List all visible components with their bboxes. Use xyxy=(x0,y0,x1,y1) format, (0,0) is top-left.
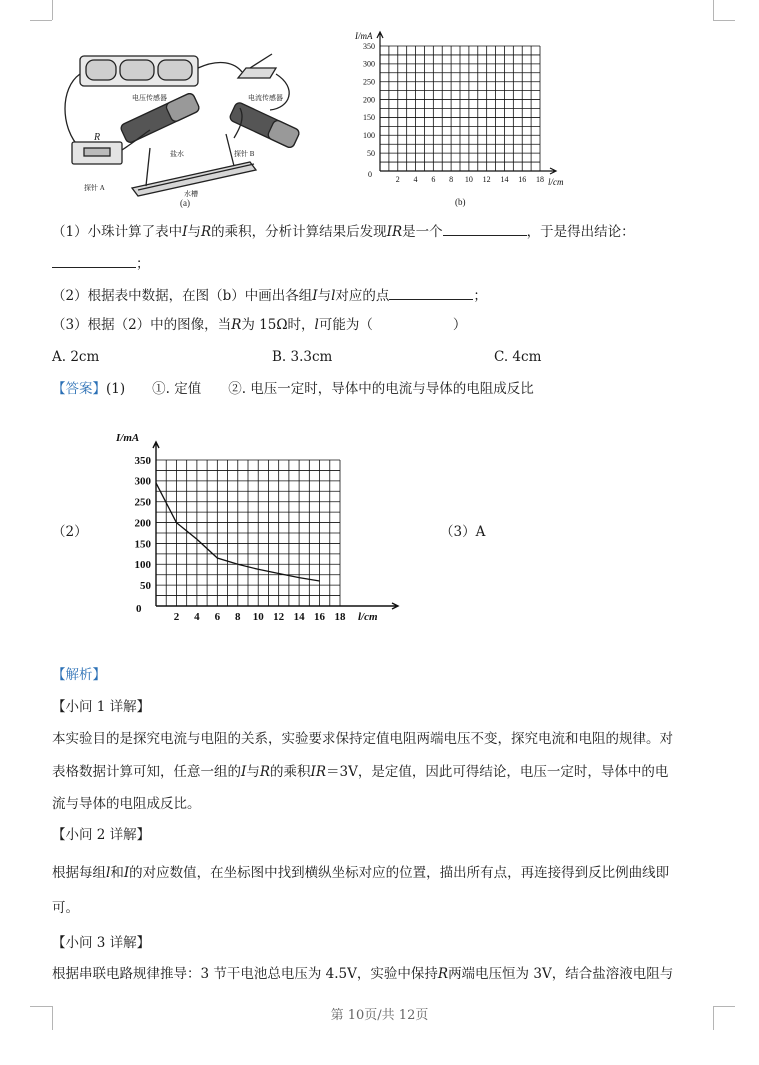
label-current-sensor: 电流传感器 xyxy=(248,94,283,102)
x-tick-label: 8 xyxy=(449,175,454,184)
label-salt-water: 盐水 xyxy=(170,150,184,158)
x-tick-label: 16 xyxy=(314,611,326,623)
x-tick-label: 14 xyxy=(293,611,305,623)
x-tick-label: 14 xyxy=(500,175,509,184)
y-tick-label: 300 xyxy=(134,475,151,488)
crop-mark xyxy=(713,20,735,21)
y-tick-label: 100 xyxy=(134,559,151,572)
x-tick-label: 10 xyxy=(464,175,473,184)
figure-b-caption: (b) xyxy=(455,197,466,207)
analysis-1-line-3: 流与导体的电阻成反比。 xyxy=(52,796,201,812)
analysis-2-line-1: 根据每组l和I的对应数值，在坐标图中找到横纵坐标对应的位置，描出所有点，再连接得到反比例曲线即 xyxy=(52,865,670,881)
question-2: （2）根据表中数据，在图（b）中画出各组I与l对应的点 ； xyxy=(52,285,487,305)
analysis-tag: 【解析】 xyxy=(52,667,106,683)
chart-origin: 0 xyxy=(136,603,142,615)
question-1-line-2: ； xyxy=(52,253,150,273)
answer-blank xyxy=(52,253,136,268)
x-tick-label: 8 xyxy=(235,611,241,623)
x-tick-label: 10 xyxy=(252,611,264,623)
option-b: B. 3.3cm xyxy=(272,349,333,365)
x-tick-label: 12 xyxy=(482,175,491,184)
question-3: （3）根据（2）中的图像，当R为 15Ω时，l可能为（ ） xyxy=(52,317,467,333)
x-tick-label: 12 xyxy=(273,611,285,623)
subquestion-2-heading: 【小问 2 详解】 xyxy=(52,827,151,843)
y-tick-label: 50 xyxy=(367,148,375,158)
crop-mark xyxy=(30,20,52,21)
x-tick-label: 6 xyxy=(431,175,436,184)
crop-mark xyxy=(52,0,53,20)
y-tick-label: 50 xyxy=(140,579,151,592)
label-probe-b: 探针 B xyxy=(234,150,255,158)
analysis-2-line-2: 可。 xyxy=(52,900,79,916)
y-tick-label: 350 xyxy=(363,41,375,51)
y-tick-label: 150 xyxy=(363,113,375,123)
figure-b-ylabel: I/mA xyxy=(355,31,373,41)
x-tick-label: 4 xyxy=(194,611,200,623)
x-tick-label: 2 xyxy=(173,611,180,623)
question-1-line-1: （1）小珠计算了表中I与R的乘积，分析计算结果后发现IR是一个 ，于是得出结论： xyxy=(52,221,635,241)
figure-b-empty-grid xyxy=(350,25,590,215)
option-a: A. 2cm xyxy=(52,349,100,365)
label-probe-a: 探针 A xyxy=(84,184,105,192)
chart-ylabel: I/mA xyxy=(116,432,140,444)
y-tick-label: 200 xyxy=(134,517,151,530)
answer-blank xyxy=(443,221,527,236)
crop-mark xyxy=(713,0,714,20)
label-resistor: R xyxy=(94,132,101,143)
x-tick-label: 6 xyxy=(214,611,221,623)
y-tick-label: 100 xyxy=(363,131,375,141)
x-tick-label: 18 xyxy=(334,611,346,623)
answer-part-2-label: （2） xyxy=(52,524,88,540)
answer-chart xyxy=(108,424,408,639)
page-footer: 第 10页/共 12页 xyxy=(330,1008,429,1023)
y-tick-label: 150 xyxy=(134,538,151,551)
analysis-1-line-1: 本实验目的是探究电流与电阻的关系，实验要求保持定值电阻两端电压不变，探究电流和电阻的规律。对 xyxy=(52,731,673,747)
y-tick-label: 200 xyxy=(363,95,375,105)
y-axis xyxy=(377,32,383,171)
x-tick-label: 16 xyxy=(518,175,527,184)
figure-b-xlabel: l/cm xyxy=(548,177,564,187)
figure-a-caption: (a) xyxy=(180,198,190,208)
y-tick-label: 250 xyxy=(134,496,151,509)
y-tick-label: 350 xyxy=(134,454,151,467)
x-tick-label: 18 xyxy=(536,175,544,184)
answer-tag: 【答案】 xyxy=(52,381,106,397)
analysis-1-line-2: 表格数据计算可知，任意一组的I与R的乘积IR＝3V，是定值，因此可得结论，电压一定时，导体中的电 xyxy=(52,764,669,780)
y-tick-label: 300 xyxy=(363,59,375,69)
y-tick-label: 250 xyxy=(363,77,375,87)
chart-xlabel: l/cm xyxy=(358,611,378,623)
answer-blank xyxy=(389,285,473,300)
subquestion-3-heading: 【小问 3 详解】 xyxy=(52,935,151,951)
x-tick-label: 4 xyxy=(413,175,418,184)
y-axis xyxy=(153,442,159,606)
origin-label: 0 xyxy=(368,170,372,179)
label-voltage-sensor: 电压传感器 xyxy=(132,94,167,102)
subquestion-1-heading: 【小问 1 详解】 xyxy=(52,699,151,715)
x-tick-label: 2 xyxy=(395,175,400,184)
label-tank: 水槽 xyxy=(184,190,198,198)
analysis-3-line-1: 根据串联电路规律推导：3 节干电池总电压为 4.5V，实验中保持R两端电压恒为 3V，结合盐溶液电阻与 xyxy=(52,966,674,982)
option-c: C. 4cm xyxy=(494,349,542,365)
answer-part-3: （3）A xyxy=(440,524,486,540)
figure-a-apparatus xyxy=(50,38,320,208)
answer-line: 【答案】(1) ①. 定值 ②. 电压一定时，导体中的电流与导体的电阻成反比 xyxy=(52,381,534,397)
x-axis xyxy=(156,603,398,609)
